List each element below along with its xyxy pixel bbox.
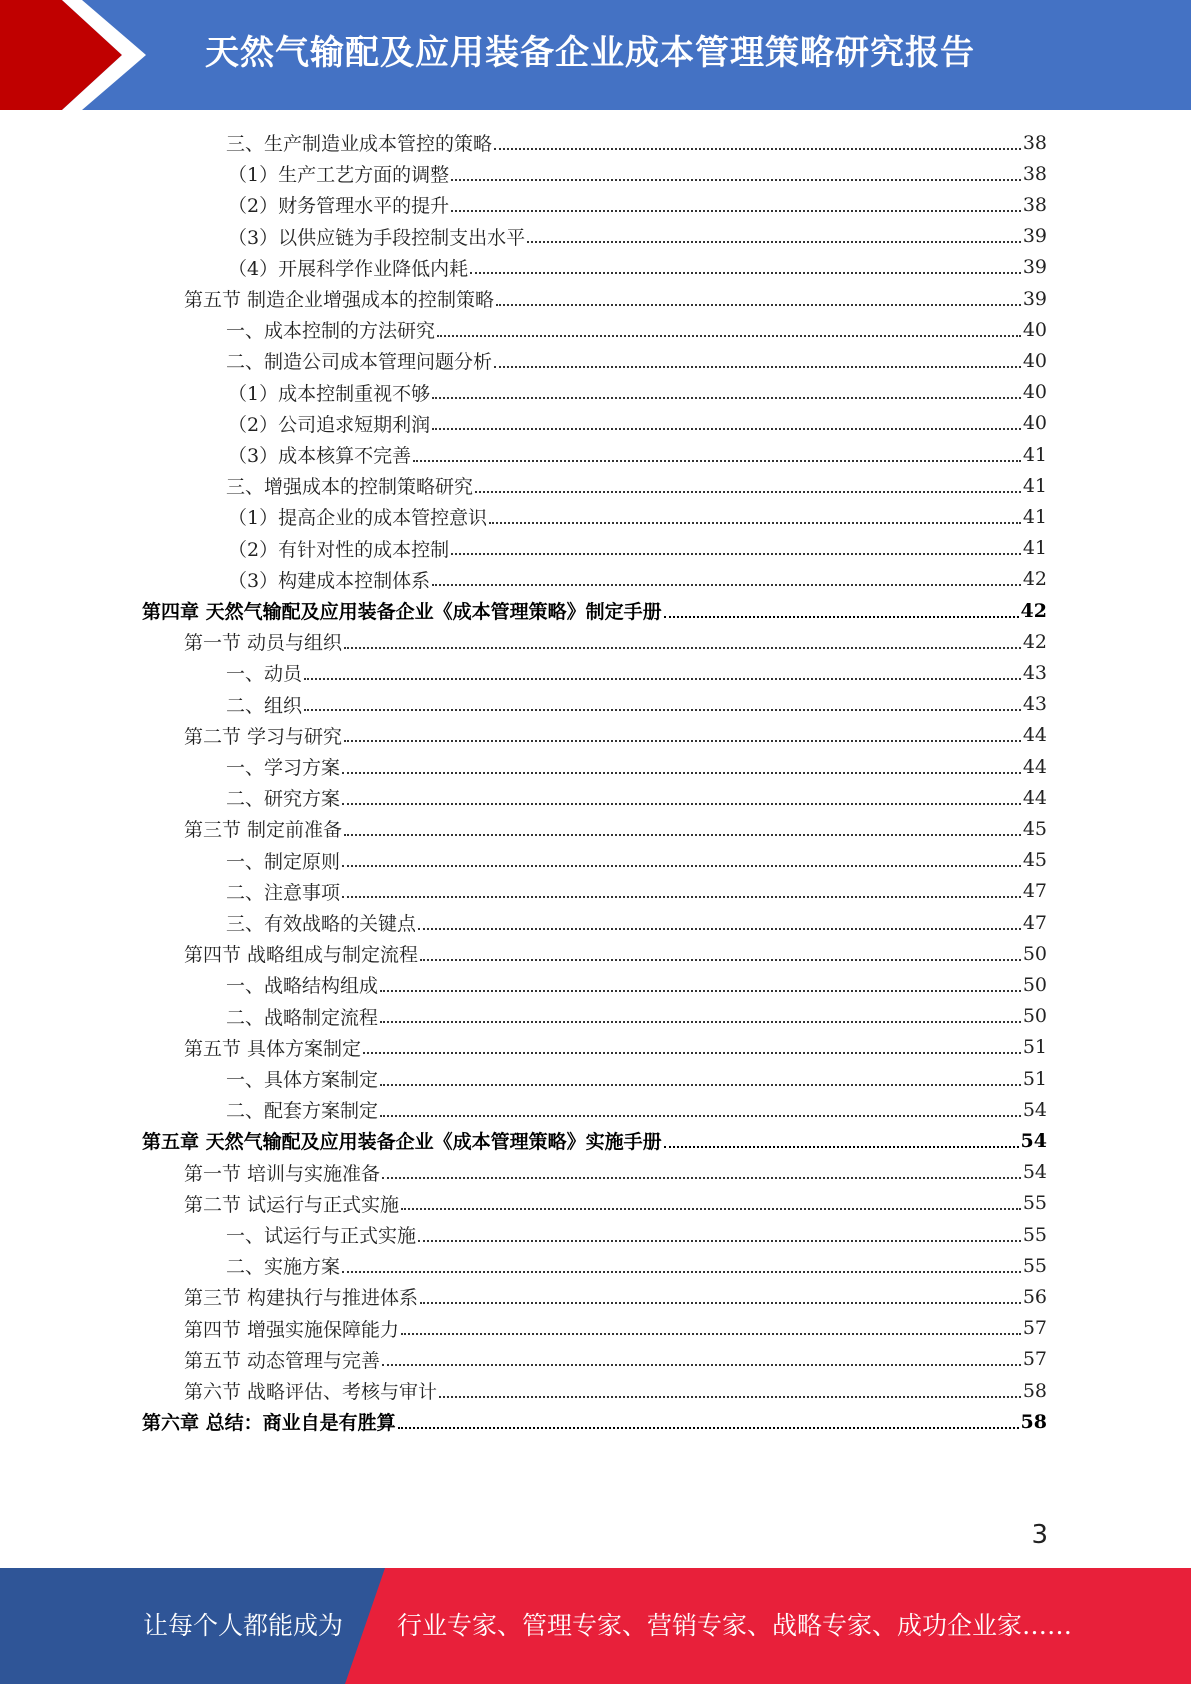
toc-entry-title: 一、试运行与正式实施: [226, 1225, 417, 1247]
toc-entry[interactable]: [0, 1219, 1047, 1250]
toc-entry[interactable]: [0, 501, 1047, 532]
toc-entry-title: 三、有效战略的关键点: [226, 913, 417, 935]
toc-entry-title: 第一节 培训与实施准备: [184, 1162, 381, 1185]
toc-dot-leader: [475, 489, 1021, 493]
toc-entry-title: 二、注意事项: [226, 881, 341, 904]
toc-entry-page: 47: [1022, 880, 1047, 903]
toc-entry-title: 三、生产制造业成本管控的策略: [226, 133, 493, 155]
page-footer: [0, 1568, 1191, 1684]
footer-slogan-right: 行业专家、管理专家、营销专家、战略专家、成功企业家……: [397, 1611, 1073, 1640]
toc-dot-leader: [382, 1175, 1021, 1179]
toc-dot-leader: [342, 1269, 1021, 1273]
toc-dot-leader: [380, 988, 1021, 992]
toc-entry-page: 41: [1022, 537, 1047, 560]
toc-dot-leader: [418, 1238, 1021, 1242]
toc-dot-leader: [494, 146, 1021, 150]
toc-entry[interactable]: [0, 1188, 1047, 1219]
toc-entry[interactable]: [0, 720, 1047, 751]
toc-entry[interactable]: [0, 626, 1047, 657]
toc-entry[interactable]: [0, 969, 1047, 1000]
toc-entry-page: 51: [1022, 1036, 1047, 1059]
toc-entry[interactable]: [0, 408, 1047, 439]
toc-entry-page: 50: [1022, 1005, 1047, 1028]
toc-entry-title: 第四节 战略组成与制定流程: [184, 944, 419, 967]
toc-entry[interactable]: [0, 470, 1047, 501]
footer-slogan-left: 让每个人都能成为: [143, 1611, 344, 1640]
toc-entry[interactable]: [0, 1032, 1047, 1063]
toc-entry-title: 第一节 动员与组织: [184, 632, 343, 655]
toc-entry-title: （3）以供应链为手段控制支出水平: [228, 226, 526, 249]
toc-entry-title: 一、学习方案: [226, 757, 341, 779]
toc-dot-leader: [432, 426, 1021, 430]
toc-entry-title: （1）生产工艺方面的调整: [228, 164, 450, 187]
toc-dot-leader: [432, 582, 1021, 586]
toc-entry-title: 第五章 天然气输配及应用装备企业《成本管理策略》实施手册: [142, 1131, 662, 1154]
toc-entry-page: 57: [1022, 1317, 1047, 1340]
toc-entry-title: （2）公司追求短期利润: [228, 413, 431, 436]
toc-entry-title: 第五节 动态管理与完善: [184, 1349, 381, 1372]
toc-entry-page: 55: [1022, 1254, 1047, 1277]
toc-dot-leader: [401, 1206, 1021, 1210]
toc-entry[interactable]: [0, 252, 1047, 283]
toc-dot-leader: [420, 957, 1021, 961]
toc-dot-leader: [363, 1050, 1021, 1054]
toc-entry-title: 一、动员: [226, 663, 303, 686]
toc-dot-leader: [451, 208, 1021, 212]
page-number: 3: [1031, 1520, 1048, 1550]
toc-entry[interactable]: [0, 564, 1047, 595]
toc-entry-title: 三、增强成本的控制策略研究: [226, 476, 474, 499]
toc-entry[interactable]: [0, 689, 1047, 720]
toc-entry-title: 第四章 天然气输配及应用装备企业《成本管理策略》制定手册: [142, 601, 662, 623]
toc-entry-title: 二、组织: [226, 694, 303, 717]
toc-entry-page: 57: [1022, 1348, 1047, 1371]
toc-dot-leader: [439, 1394, 1021, 1398]
toc-entry-page: 40: [1022, 412, 1047, 435]
toc-entry-title: 一、具体方案制定: [226, 1069, 379, 1091]
toc-dot-leader: [380, 1019, 1021, 1023]
toc-dot-leader: [398, 1425, 1019, 1429]
toc-entry-page: 51: [1022, 1067, 1047, 1090]
toc-entry-page: 41: [1022, 443, 1047, 466]
toc-entry[interactable]: [0, 221, 1047, 252]
toc-entry[interactable]: [0, 377, 1047, 408]
toc-entry[interactable]: [0, 439, 1047, 470]
header-arrow-decoration: [0, 0, 200, 110]
toc-entry-title: 一、战略结构组成: [226, 975, 379, 998]
toc-entry[interactable]: [0, 813, 1047, 844]
toc-entry-title: 第五节 制造企业增强成本的控制策略: [184, 289, 495, 311]
toc-entry-page: 41: [1022, 474, 1047, 497]
toc-dot-leader: [437, 333, 1021, 337]
toc-entry-title: 第二节 学习与研究: [184, 725, 343, 748]
toc-entry-title: （2）财务管理水平的提升: [228, 195, 450, 218]
toc-entry-page: 58: [1020, 1410, 1047, 1433]
toc-dot-leader: [344, 832, 1021, 836]
toc-entry[interactable]: [0, 845, 1047, 876]
toc-dot-leader: [342, 863, 1021, 867]
page-header: [0, 0, 1191, 110]
toc-entry[interactable]: [0, 1063, 1047, 1094]
toc-entry-title: 二、战略制定流程: [226, 1006, 379, 1029]
toc-entry-title: 第三节 制定前准备: [184, 819, 343, 842]
toc-entry-page: 42: [1020, 599, 1047, 622]
toc-entry-page: 44: [1022, 724, 1047, 747]
toc-entry[interactable]: [0, 345, 1047, 376]
toc-entry-page: 55: [1022, 1223, 1047, 1246]
toc-entry-page: 54: [1020, 1129, 1047, 1152]
toc-dot-leader: [494, 364, 1021, 368]
toc-dot-leader: [664, 614, 1019, 618]
toc-entry-title: 二、配套方案制定: [226, 1100, 379, 1123]
toc-entry-page: 40: [1022, 381, 1047, 404]
toc-entry-page: 44: [1022, 786, 1047, 809]
toc-entry[interactable]: [0, 1406, 1047, 1437]
toc-entry[interactable]: [0, 1375, 1047, 1406]
toc-entry-title: （1）成本控制重视不够: [228, 382, 431, 405]
toc-entry-page: 55: [1022, 1192, 1047, 1215]
toc-entry-title: 第二节 试运行与正式实施: [184, 1193, 400, 1216]
toc-entry[interactable]: [0, 1125, 1047, 1156]
report-title: 天然气输配及应用装备企业成本管理策略研究报告: [205, 33, 975, 73]
toc-dot-leader: [420, 1300, 1021, 1304]
toc-dot-leader: [470, 270, 1021, 274]
toc-entry[interactable]: [0, 876, 1047, 907]
toc-entry-page: 45: [1022, 849, 1047, 872]
toc-dot-leader: [342, 894, 1021, 898]
toc-dot-leader: [496, 302, 1021, 306]
toc-entry-title: 第六节 战略评估、考核与审计: [184, 1381, 438, 1403]
toc-entry-title: 第六章 总结：商业自是有胜算: [142, 1412, 396, 1435]
toc-entry[interactable]: [0, 158, 1047, 189]
toc-entry-page: 54: [1022, 1098, 1047, 1121]
toc-entry-page: 43: [1022, 661, 1047, 684]
toc-entry-page: 58: [1022, 1379, 1047, 1402]
toc-entry[interactable]: [0, 283, 1047, 314]
toc-entry-title: 二、制造公司成本管理问题分析: [226, 351, 493, 374]
toc-dot-leader: [413, 458, 1021, 462]
toc-entry-page: 41: [1022, 505, 1047, 528]
toc-entry-page: 44: [1022, 755, 1047, 778]
toc-dot-leader: [342, 770, 1021, 774]
toc-entry[interactable]: [0, 533, 1047, 564]
toc-dot-leader: [304, 676, 1021, 680]
toc-entry[interactable]: [0, 1281, 1047, 1312]
toc-entry-title: （2）有针对性的成本控制: [228, 538, 450, 561]
toc-entry[interactable]: [0, 907, 1047, 938]
toc-entry-title: （3）构建成本控制体系: [228, 569, 431, 592]
toc-dot-leader: [451, 551, 1021, 555]
toc-entry-page: 39: [1022, 256, 1047, 279]
toc-entry-page: 38: [1022, 162, 1047, 185]
toc-entry-page: 42: [1022, 568, 1047, 591]
toc-entry-page: 39: [1022, 225, 1047, 248]
toc-entry-title: （1）提高企业的成本管控意识: [228, 507, 488, 530]
toc-entry-title: 第四节 增强实施保障能力: [184, 1318, 400, 1341]
toc-dot-leader: [664, 1144, 1019, 1148]
toc-entry-page: 50: [1022, 942, 1047, 965]
toc-entry-page: 50: [1022, 973, 1047, 996]
toc-dot-leader: [382, 1362, 1021, 1366]
toc-dot-leader: [380, 1082, 1021, 1086]
toc-entry-page: 40: [1022, 318, 1047, 341]
toc-entry-page: 39: [1022, 287, 1047, 310]
toc-entry[interactable]: [0, 1157, 1047, 1188]
toc-entry[interactable]: [0, 189, 1047, 220]
toc-dot-leader: [342, 801, 1021, 805]
toc-entry[interactable]: [0, 314, 1047, 345]
toc-entry-title: （3）成本核算不完善: [228, 445, 412, 467]
toc-entry-title: 第三节 构建执行与推进体系: [184, 1287, 419, 1310]
toc-entry-page: 47: [1022, 911, 1047, 934]
toc-entry[interactable]: [0, 595, 1047, 626]
toc-entry-title: 一、制定原则: [226, 850, 341, 873]
toc-dot-leader: [451, 177, 1021, 181]
toc-entry-page: 38: [1022, 193, 1047, 216]
toc-dot-leader: [304, 707, 1021, 711]
toc-entry[interactable]: [0, 1094, 1047, 1125]
toc-entry[interactable]: [0, 1313, 1047, 1344]
toc-dot-leader: [401, 1331, 1021, 1335]
toc-entry-page: 42: [1022, 630, 1047, 653]
toc-entry-title: 二、研究方案: [226, 788, 341, 811]
toc-dot-leader: [418, 926, 1021, 930]
toc-dot-leader: [380, 1113, 1021, 1117]
toc-dot-leader: [432, 395, 1021, 399]
toc-entry-title: （4）开展科学作业降低内耗: [228, 257, 469, 280]
toc-entry-title: 二、实施方案: [226, 1256, 341, 1279]
toc-entry-title: 第五节 具体方案制定: [184, 1037, 362, 1060]
toc-entry-title: 一、成本控制的方法研究: [226, 320, 436, 343]
toc-dot-leader: [344, 645, 1021, 649]
toc-entry[interactable]: [0, 127, 1047, 158]
toc-entry[interactable]: [0, 751, 1047, 782]
toc-entry[interactable]: [0, 782, 1047, 813]
toc-dot-leader: [527, 239, 1021, 243]
toc-entry-page: 54: [1022, 1161, 1047, 1184]
toc-entry-page: 38: [1022, 131, 1047, 154]
toc-entry[interactable]: [0, 657, 1047, 688]
toc-entry[interactable]: [0, 1250, 1047, 1281]
toc-entry[interactable]: [0, 1001, 1047, 1032]
toc-entry[interactable]: [0, 938, 1047, 969]
toc-entry-page: 40: [1022, 349, 1047, 372]
toc-entry-page: 45: [1022, 817, 1047, 840]
toc-dot-leader: [344, 738, 1021, 742]
toc-entry[interactable]: [0, 1344, 1047, 1375]
toc-entry-page: 56: [1022, 1285, 1047, 1308]
toc-dot-leader: [489, 520, 1021, 524]
toc-entry-page: 43: [1022, 693, 1047, 716]
